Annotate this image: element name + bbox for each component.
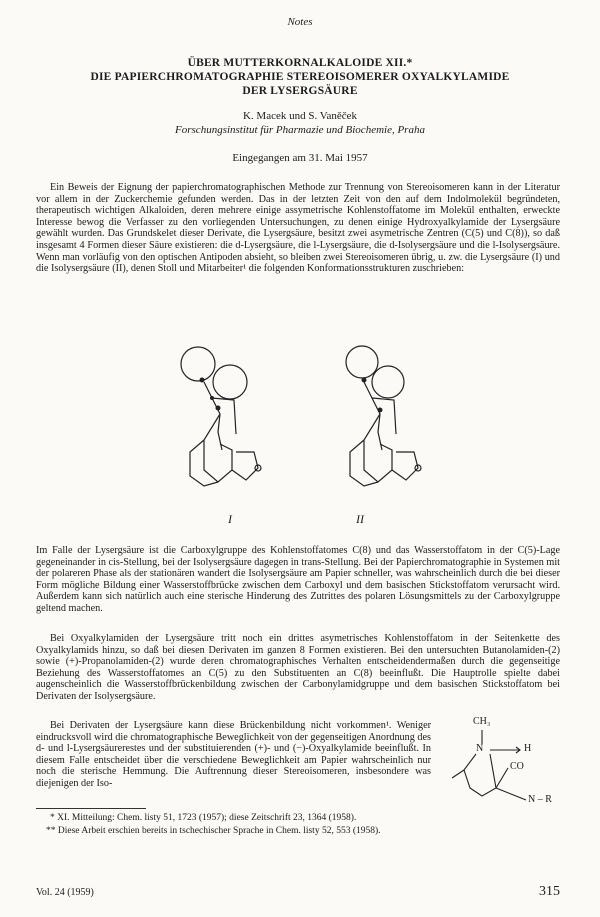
- volume-info: Vol. 24 (1959): [36, 887, 94, 898]
- received-date: Eingegangen am 31. Mai 1957: [232, 152, 368, 164]
- running-header: Notes: [287, 16, 313, 28]
- structure-ii-figure: [320, 340, 440, 510]
- paragraph-oxyalkylamide: Bei Oxyalkylamiden der Lysergsäure tritt noch ein drittes asymetrisches Kohlenstoffatom in der Seitenkette des Oxyalkylamids hinzu, so daß bei diesen Derivaten im ganzen 8 Formen existieren. Bei den untersuchten Butanolamiden-(2) sowie (+)-Propanolamiden-(2) wurde deren chromatographisches Verhalten entscheidendermaßen durch die gegenseitige Beziehung des Wasserstoffatomes an C(5) zu den Substituenten an C(8) beeinflußt. Die Hauptrolle spielte dabei augenscheinlich die Wasserstoffbrückenbildung zwischen der Carbonylamidgruppe und dem basischen Stickstoffatom bei Derivaten der Isolysergsäure.: [36, 633, 560, 702]
- footnote-divider: [36, 808, 146, 809]
- authors: K. Macek und S. Vaněček: [242, 110, 358, 122]
- scheme-co-label: CO: [510, 761, 524, 772]
- footnote-2: ** Diese Arbeit erschien bereits in tschechischer Sprache in Chem. listy 52, 553 (1958).: [46, 826, 381, 836]
- title-line-2: DIE PAPIERCHROMATOGRAPHIE STEREOISOMERER OXYALKYLAMIDE: [90, 71, 510, 83]
- institute: Forschungsinstitut für Pharmazie und Biochemie, Praha: [175, 124, 425, 136]
- hydrogen-bond-scheme: [440, 716, 565, 812]
- structure-i-figure: [160, 340, 280, 510]
- paragraph-cis-trans: Im Falle der Lysergsäure ist die Carboxylgruppe des Kohlenstoffatomes C(8) und das Wasserstoffatom in der C(5)-Lage gegeneinander in cis-Stellung, bei der Isolysergsäure dagegen in trans-Stellung. Bei der Papierchromatographie in Systemen mit der polareren Phase als der stationären wandert die Isolysergsäure am Papier schneller, was wahrscheinlich durch die bei dieser Form mögliche Bildung einer Wasserstoffbrücke zwischen dem Carboxyl und dem basischen Stickstoffatom verursacht wird. Außerdem kann sich natürlich auch eine sterische Hinderung des Zutrittes des polaren Lösungsmittels zu der Carboxylgruppe geltend machen.: [36, 545, 560, 614]
- title-line-1: ÜBER MUTTERKORNALKALOIDE XII.*: [187, 57, 413, 69]
- scheme-n-label: N: [476, 743, 484, 754]
- footnote-1: * XI. Mitteilung: Chem. listy 51, 1723 (1957); diese Zeitschrift 23, 1364 (1958).: [50, 813, 357, 823]
- structure-label-ii: II: [356, 512, 364, 526]
- page-number: 315: [539, 884, 560, 899]
- title-line-3: DER LYSERGSÄURE: [242, 85, 358, 97]
- scheme-ch3-label: CH₃: [473, 716, 491, 727]
- scheme-h-label: H: [524, 743, 532, 754]
- paragraph-bridge: Bei Derivaten der Lysergsäure kann diese Brückenbildung nicht vorkommen¹. Weniger eindrucksvoll wird die chromatographische Beweglichkeit von der gegenseitigen Anordnung des d- und l-Lysergsäurerestes und der substituierenden (+)- und (−)-Oxyalkylamide beeinflußt. In diesem Falle entscheidet über die verschiedene Beweglichkeit am Papier wahrscheinlich nur noch die sterische Hemmung. Die Auftrennung dieser Stereoisomeren, insbesondere was diejenigen der Iso-: [36, 720, 431, 789]
- paragraph-intro: Ein Beweis der Eignung der papierchromatographischen Methode zur Trennung von Stereoisomeren kann in der Literatur vor allem in der Zuckerchemie gefunden werden. Das in der letzten Zeit von den auf dem Indolmolekül begründeten, therapeutisch wichtigen Alkaloiden, deren mehrere einige assymetrische Kohlenstoffatome im Molekül enthalten, erweckte Interesse bewog die Verfasser zu den vorliegenden Untersuchungen, zu denen einige Hydroxyalkylamide der Lysergsäure gewählt wurden. Das Grundskelet dieser Derivate, die Lysergsäure, besitzt zwei asymetrische Zentren (C(5) und C(8)), so daß insgesamt 4 Formen dieser Säure existieren: die d-Lysergsäure, die l-Lysergsäure, die d-Isolysergsäure und die l-Isolysergsäure. Wenn man vorläufig von den optischen Antipoden absieht, so bleiben zwei Stereoisomeren übrig, u. zw. die Lysergsäure (I) und die Isolysergsäure (II), denen Stoll und Mitarbeiter¹ die folgenden Konformationsstrukturen zuschrieben:: [36, 182, 560, 275]
- structure-label-i: I: [228, 512, 232, 526]
- scheme-nr-label: N – R: [528, 794, 552, 805]
